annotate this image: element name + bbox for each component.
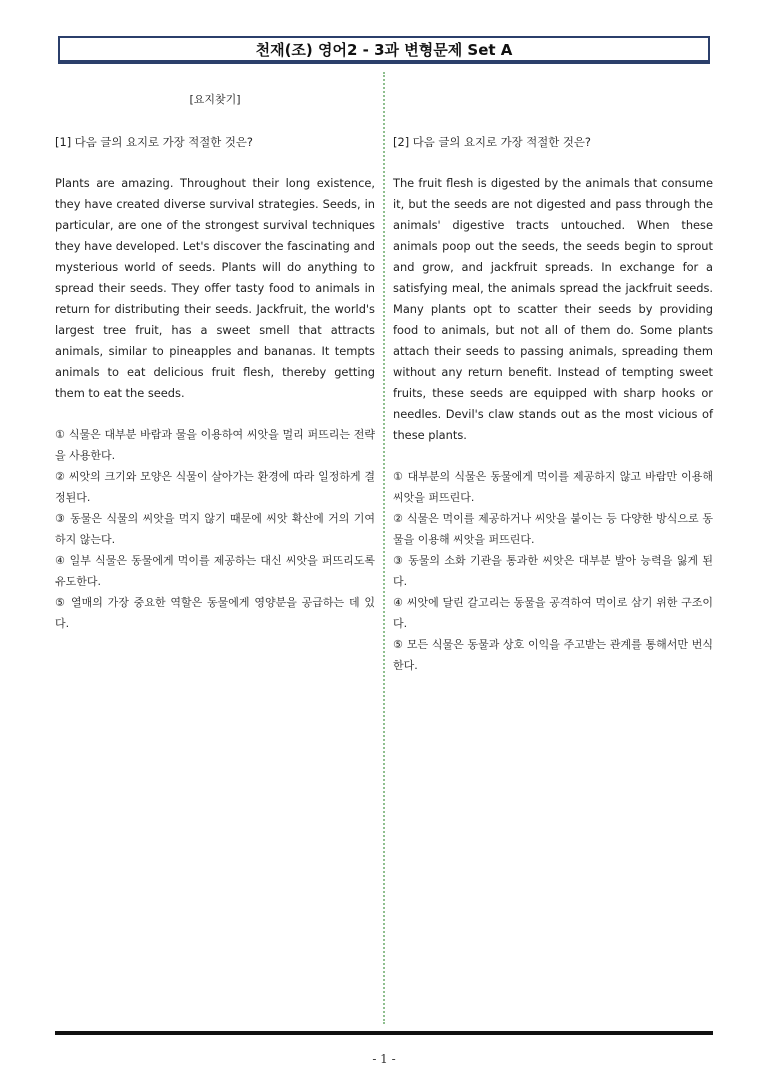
question-2-choice-4: ④ 씨앗에 달린 갈고리는 동물을 공격하여 먹이로 삼기 위한 구조이다.: [393, 596, 713, 630]
footer-rule: [55, 1031, 713, 1035]
question-2-choice-3: ③ 동물의 소화 기관을 통과한 씨앗은 대부분 발아 능력을 잃게 된다.: [393, 554, 713, 588]
question-2-choices: [393, 466, 713, 676]
question-1-passage: Plants are amazing. Throughout their long existence, they have created diverse survival strategies. Seeds, in particular, are one of the strongest survival techniques they have developed. Let's discover the fascinating and mysterious world of seeds. Plants will do anything to spread their seeds. They offer tasty food to animals in return for distributing their seeds. Jackfruit, the world's largest tree fruit, has a sweet smell that attracts animals, similar to pineapples and bananas. It tempts animals to eat delicious fruit flesh, thereby getting them to eat the seeds.: [55, 176, 375, 400]
column-divider: [383, 72, 385, 1024]
question-1-choices: [55, 424, 375, 634]
question-1-choice-2: ② 씨앗의 크기와 모양은 식물이 살아가는 환경에 따라 일정하게 결정된다.: [55, 470, 375, 504]
question-2-passage: The fruit flesh is digested by the animals that consume it, but the seeds are not digested and pass through the animals' digestive tracts untouched. When these animals poop out the seeds, the seeds begin to sprout and grow, and jackfruit spreads. In exchange for a satisfying meal, the animals spread the jackfruit seeds. Many plants opt to scatter their seeds by providing food to animals, but not all of them do. Some plants attach their seeds to passing animals, spreading them without any return benefit. Instead of tempting sweet fruits, these seeds are equipped with sharp hooks or needles. Devil's claw stands out as the most vicious of these plants.: [393, 176, 713, 442]
page-number: - 1 -: [372, 1052, 396, 1066]
question-1-choice-3: ③ 동물은 식물의 씨앗을 먹지 않기 때문에 씨앗 확산에 거의 기여하지 않는다.: [55, 512, 375, 546]
section-label: [요지찾기]: [189, 93, 241, 106]
question-2-title: [2] 다음 글의 요지로 가장 적절한 것은?: [393, 135, 591, 149]
question-2-choice-2: ② 식물은 먹이를 제공하거나 씨앗을 붙이는 등 다양한 방식으로 동물을 이용해 씨앗을 퍼뜨린다.: [393, 512, 713, 546]
question-2-choice-1: ① 대부분의 식물은 동물에게 먹이를 제공하지 않고 바람만 이용해 씨앗을 퍼뜨린다.: [393, 470, 713, 504]
question-1-title: [1] 다음 글의 요지로 가장 적절한 것은?: [55, 135, 253, 149]
question-1-choice-4: ④ 일부 식물은 동물에게 먹이를 제공하는 대신 씨앗을 퍼뜨리도록 유도한다.: [55, 554, 375, 588]
question-1-choice-5: ⑤ 열매의 가장 중요한 역할은 동물에게 영양분을 공급하는 데 있다.: [55, 596, 375, 630]
page-title-box: [58, 36, 710, 64]
question-2-choice-5: ⑤ 모든 식물은 동물과 상호 이익을 주고받는 관계를 통해서만 번식한다.: [393, 638, 713, 672]
page-title: 천재(조) 영어2 - 3과 변형문제 Set A: [255, 40, 513, 59]
question-1-choice-1: ① 식물은 대부분 바람과 물을 이용하여 씨앗을 멀리 퍼뜨리는 전략을 사용한다.: [55, 428, 375, 462]
